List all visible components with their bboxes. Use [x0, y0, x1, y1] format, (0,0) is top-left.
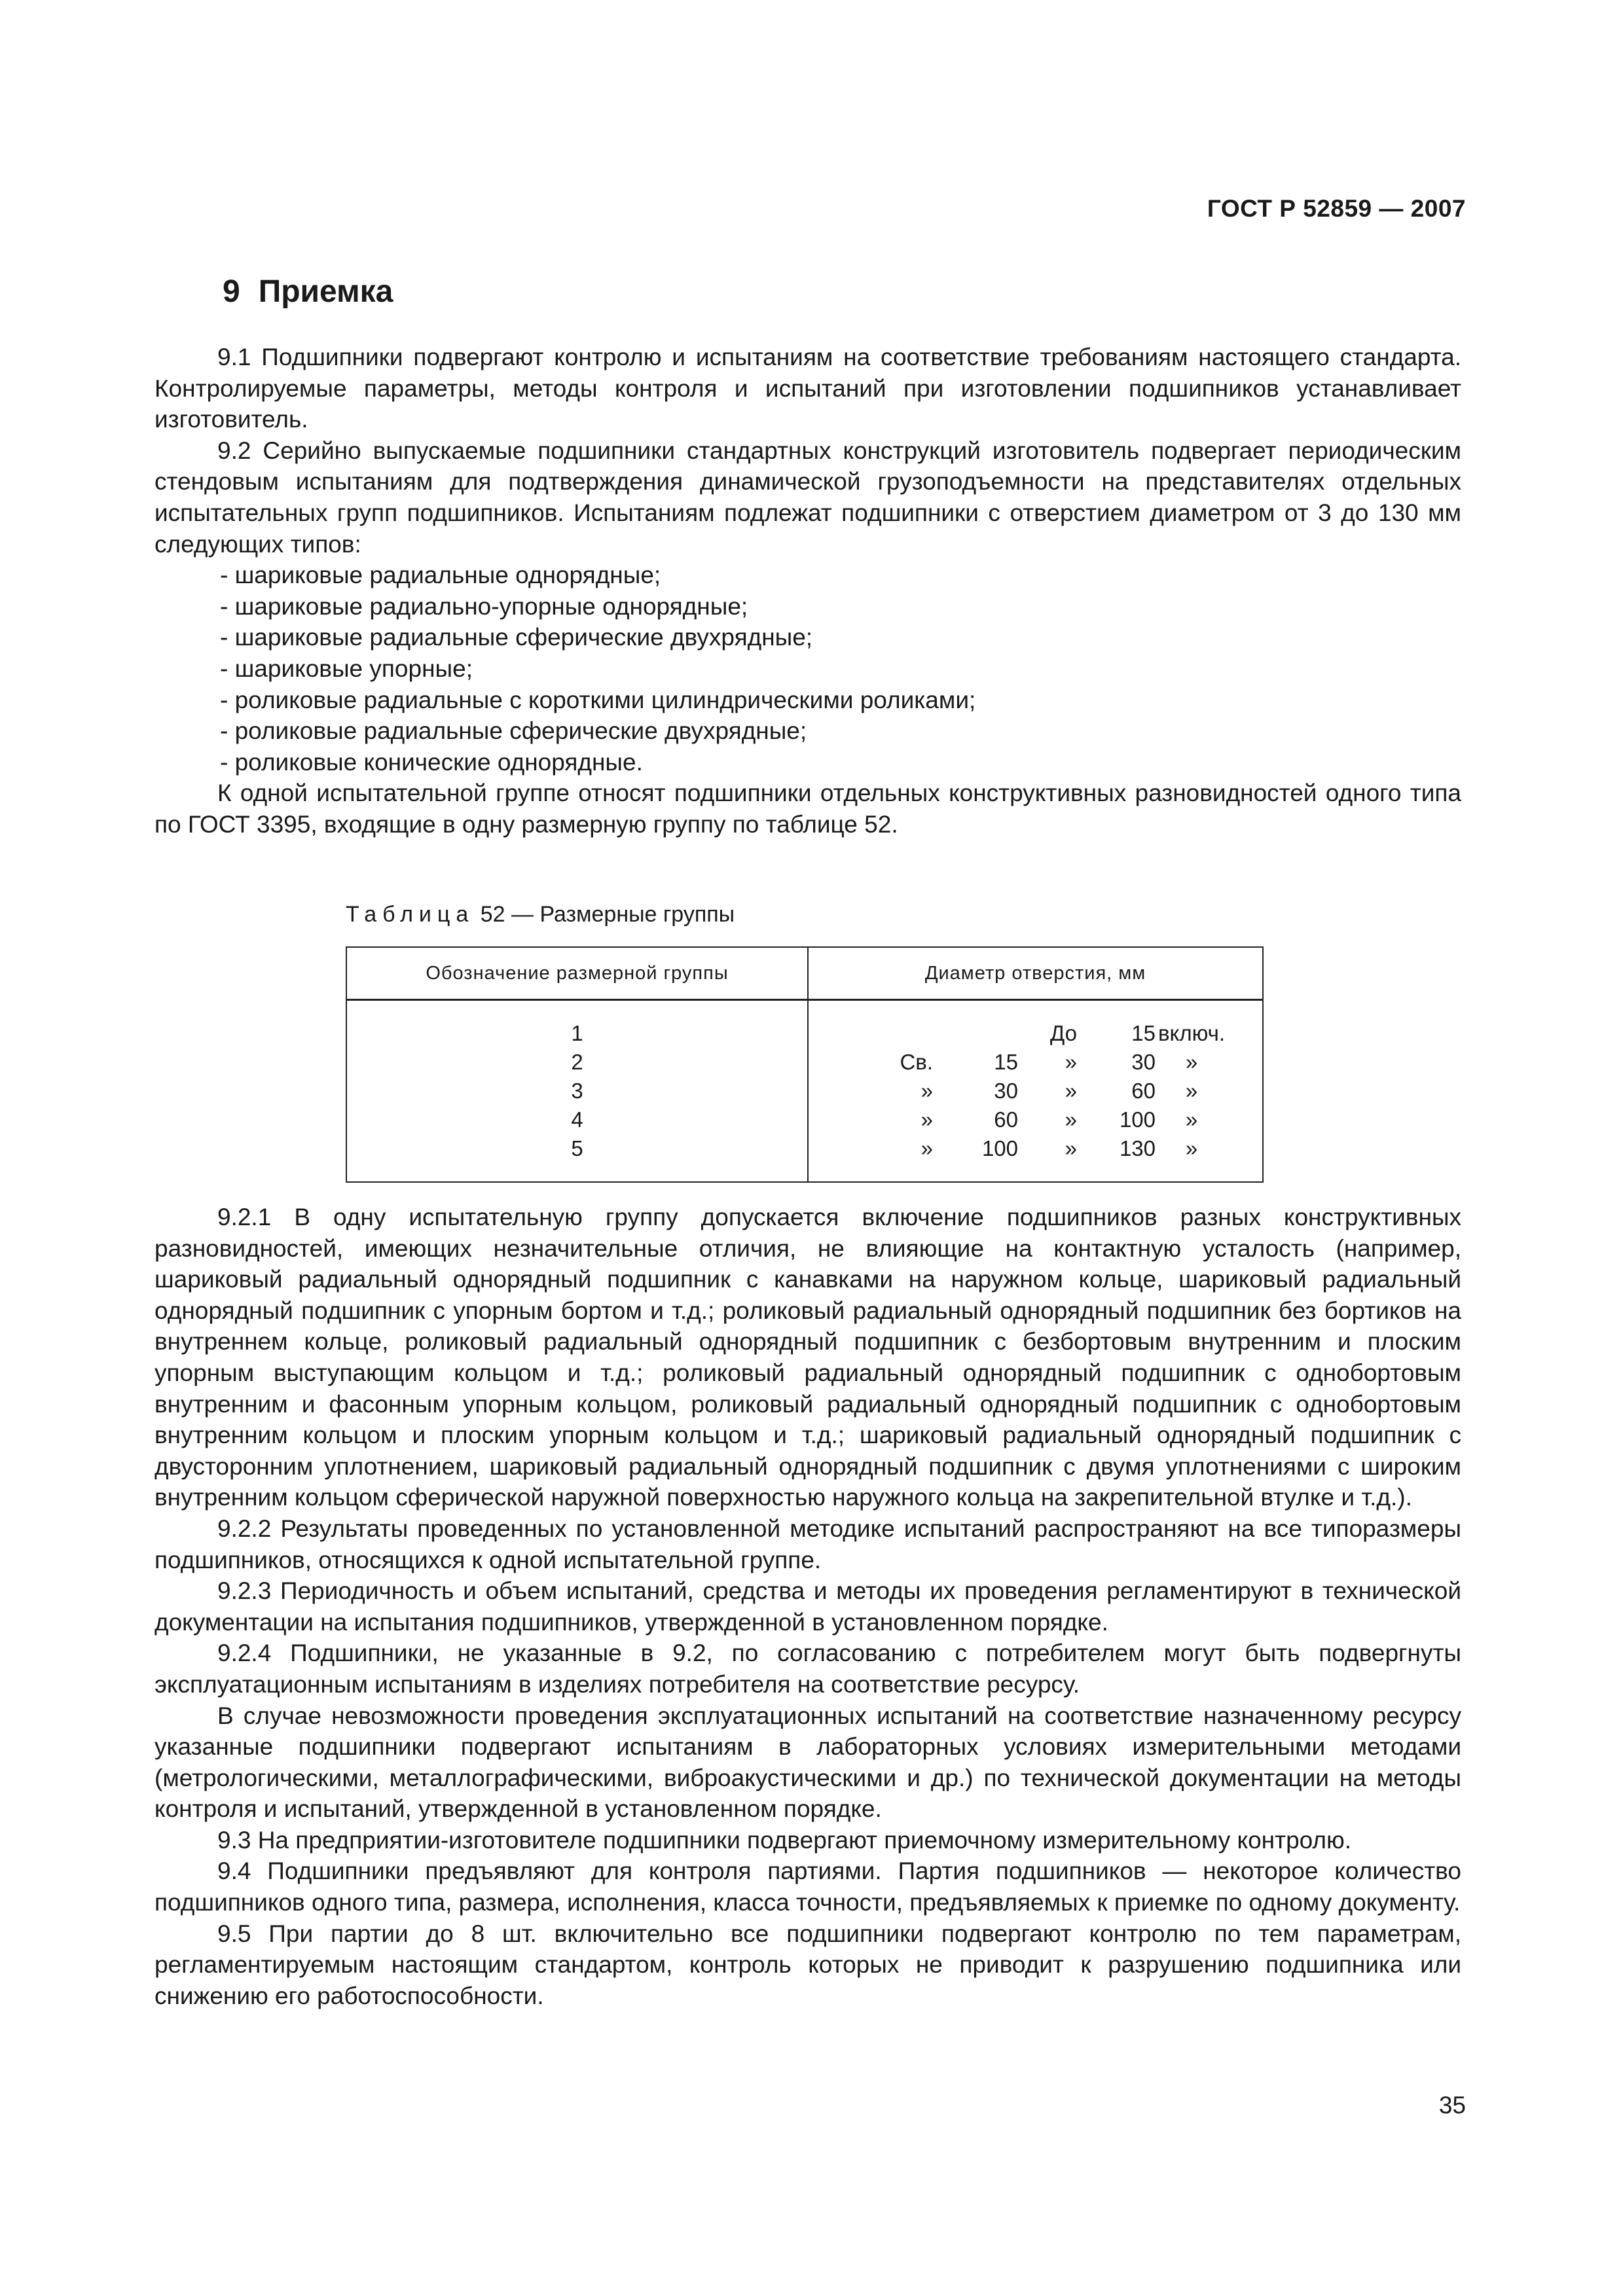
dia-suffix: » [1185, 1136, 1198, 1160]
dia-suffix: » [1185, 1107, 1198, 1132]
list-item: - роликовые радиальные сферические двухрядные; [220, 717, 807, 745]
group-cell: 5 [571, 1136, 583, 1160]
diameter-row [809, 1019, 1262, 1048]
dia-to-word: » [1065, 1136, 1077, 1160]
paragraph-9-2-1: 9.2.1 В одну испытательную группу допускается включение подшипников разных конструктивных разновидностей, имеющих незначительные отличия, не влияющие на контактную усталость (например, шариковый радиальный однорядный подшипник с канавками на наружном кольце, шариковый радиальный однорядный подшипник с упорным бортом и т.д.; роликовый радиальный однорядный подшипник без бортиков на внутреннем кольце, роликовый радиальный однорядный подшипник с безбортовым внутренним и плоским упорным выступающим кольцом и т.д.; роликовый радиальный однорядный подшипник с однобортовым внутренним и фасонным упорным кольцом, роликовый радиальный однорядный подшипник с однобортовым внутренним кольцом и плоским упорным кольцом и т.д.; шариковый радиальный однорядный подшипник с двусторонним уплотнением, шариковый радиальный однорядный подшипник с двумя уплотнениями с широким внутренним кольцом сферической наружной поверхностью наружного кольца на закрепительной втулке и т.д.). [155, 1204, 1461, 1511]
section-body-bottom [155, 1202, 1461, 2011]
dia-prefix: » [921, 1136, 933, 1160]
section-title-text: Приемка [258, 274, 393, 309]
list-item: - шариковые радиально-упорные однорядные; [220, 592, 748, 620]
dia-to: 100 [1119, 1107, 1156, 1132]
paragraph-9-2-2: 9.2.2 Результаты проведенных по установленной методике испытаний распространяют на все типоразмеры подшипников, относящихся к одной испытательной группе. [155, 1515, 1461, 1573]
paragraph-9-1: 9.1 Подшипники подвергают контролю и испытаниям на соответствие требованиям настоящего стандарта. Контролируемые параметры, методы контроля и испытаний при изготовлении подшипников устанавливает изготовитель. [155, 344, 1461, 433]
dia-to-word: » [1065, 1107, 1077, 1132]
table-caption-text: 52 — Размерные группы [480, 902, 735, 927]
table-caption-label: Таблица [346, 902, 475, 927]
table-spacer [808, 1163, 1263, 1182]
group-cell: 1 [571, 1021, 583, 1045]
section-title [223, 274, 393, 310]
table-caption [346, 902, 735, 927]
section-number: 9 [223, 274, 240, 309]
diameter-row [809, 1077, 1262, 1105]
group-cell: 2 [571, 1050, 583, 1074]
table-spacer [346, 1163, 808, 1182]
dia-to: 30 [1131, 1050, 1156, 1074]
dia-to: 60 [1131, 1079, 1156, 1103]
group-cells [346, 1000, 808, 1164]
group-cell: 3 [571, 1079, 583, 1103]
list-item: - шариковые радиальные сферические двухрядные; [220, 624, 813, 651]
dia-to: 15 [1131, 1021, 1156, 1045]
paragraph-9-5: 9.5 При партии до 8 шт. включительно все подшипники подвергают контролю по тем параметрам, регламентируемым настоящим стандартом, контроль которых не приводит к разрушению подшипника или снижению его работоспособности. [155, 1920, 1461, 2009]
paragraph-9-2-4: 9.2.4 Подшипники, не указанные в 9.2, по согласованию с потребителем могут быть подвергнуты эксплуатационным испытаниям в изделиях потребителя на соответствие ресурсу. [155, 1640, 1461, 1698]
dia-suffix: » [1185, 1050, 1198, 1074]
diameter-row [809, 1134, 1262, 1163]
paragraph-9-2-3: 9.2.3 Периодичность и объем испытаний, средства и методы их проведения регламентируют в технической документации на испытания подшипников, утвержденной в установленном порядке. [155, 1577, 1461, 1636]
diameter-row [809, 1048, 1262, 1077]
paragraph-9-3: 9.3 На предприятии-изготовителе подшипники подвергают приемочному измерительному контролю. [217, 1826, 1352, 1854]
paragraph-exploitation: В случае невозможности проведения эксплуатационных испытаний на соответствие назначенному ресурсу указанные подшипники подвергают испытаниям в лабораторных условиях измерительными методами (метрологическими, металлографическими, виброакустическими и др.) по технической документации на методы контроля и испытаний, утвержденной в установленном порядке. [155, 1702, 1461, 1823]
group-cell: 4 [571, 1107, 583, 1132]
table-bottom-row [346, 1163, 1263, 1182]
paragraph-9-4: 9.4 Подшипники предъявляют для контроля партиями. Партия подшипников — некоторое количество подшипников одного типа, размера, исполнения, класса точности, предъявляемых к приемке по одному документу. [155, 1857, 1461, 1916]
page-number: 35 [1438, 2092, 1466, 2119]
col-header-group: Обозначение размерной группы [346, 947, 808, 1000]
dia-to: 130 [1119, 1136, 1156, 1160]
table-row [346, 1000, 1263, 1164]
dia-prefix: » [921, 1079, 933, 1103]
dia-to-word: » [1065, 1079, 1077, 1103]
table-header-row [346, 947, 1263, 1000]
dia-prefix: Св. [900, 1050, 933, 1074]
dia-prefix [809, 1019, 933, 1048]
dia-to-word: » [1065, 1050, 1077, 1074]
list-item: - шариковые радиальные однорядные; [220, 562, 661, 589]
paragraph-9-2: 9.2 Серийно выпускаемые подшипники стандартных конструкций изготовитель подвергает периодическим стендовым испытаниям для подтверждения динамической грузоподъемности на представителях отдельных испытательных групп подшипников. Испытаниям подлежат подшипники с отверстием диаметром от 3 до 130 мм следующих типов: [155, 437, 1461, 558]
dia-suffix: » [1185, 1079, 1198, 1103]
paragraph-test-group: К одной испытательной группе относят подшипники отдельных конструктивных разновидностей одного типа по ГОСТ 3395, входящие в одну размерную группу по таблице 52. [155, 780, 1461, 838]
dia-from: 100 [981, 1136, 1018, 1160]
diameter-row [809, 1105, 1262, 1134]
diameter-cells [808, 1000, 1263, 1164]
standard-code: ГОСТ Р 52859 — 2007 [1207, 195, 1466, 222]
list-item: - шариковые упорные; [220, 655, 473, 682]
dia-suffix: включ. [1158, 1021, 1225, 1045]
col-header-diameter: Диаметр отверстия, мм [808, 947, 1263, 1000]
list-item: - роликовые радиальные с короткими цилиндрическими роликами; [220, 686, 976, 713]
list-item: - роликовые конические однорядные. [220, 748, 643, 776]
dia-to-word: До [1049, 1021, 1077, 1045]
dia-from [933, 1019, 1018, 1048]
dia-from: 60 [994, 1107, 1018, 1132]
size-groups-table [346, 946, 1264, 1183]
bearing-types-list [155, 560, 1461, 778]
dia-prefix: » [921, 1107, 933, 1132]
section-body-top [155, 342, 1461, 840]
dia-from: 15 [994, 1050, 1018, 1074]
dia-from: 30 [994, 1079, 1018, 1103]
